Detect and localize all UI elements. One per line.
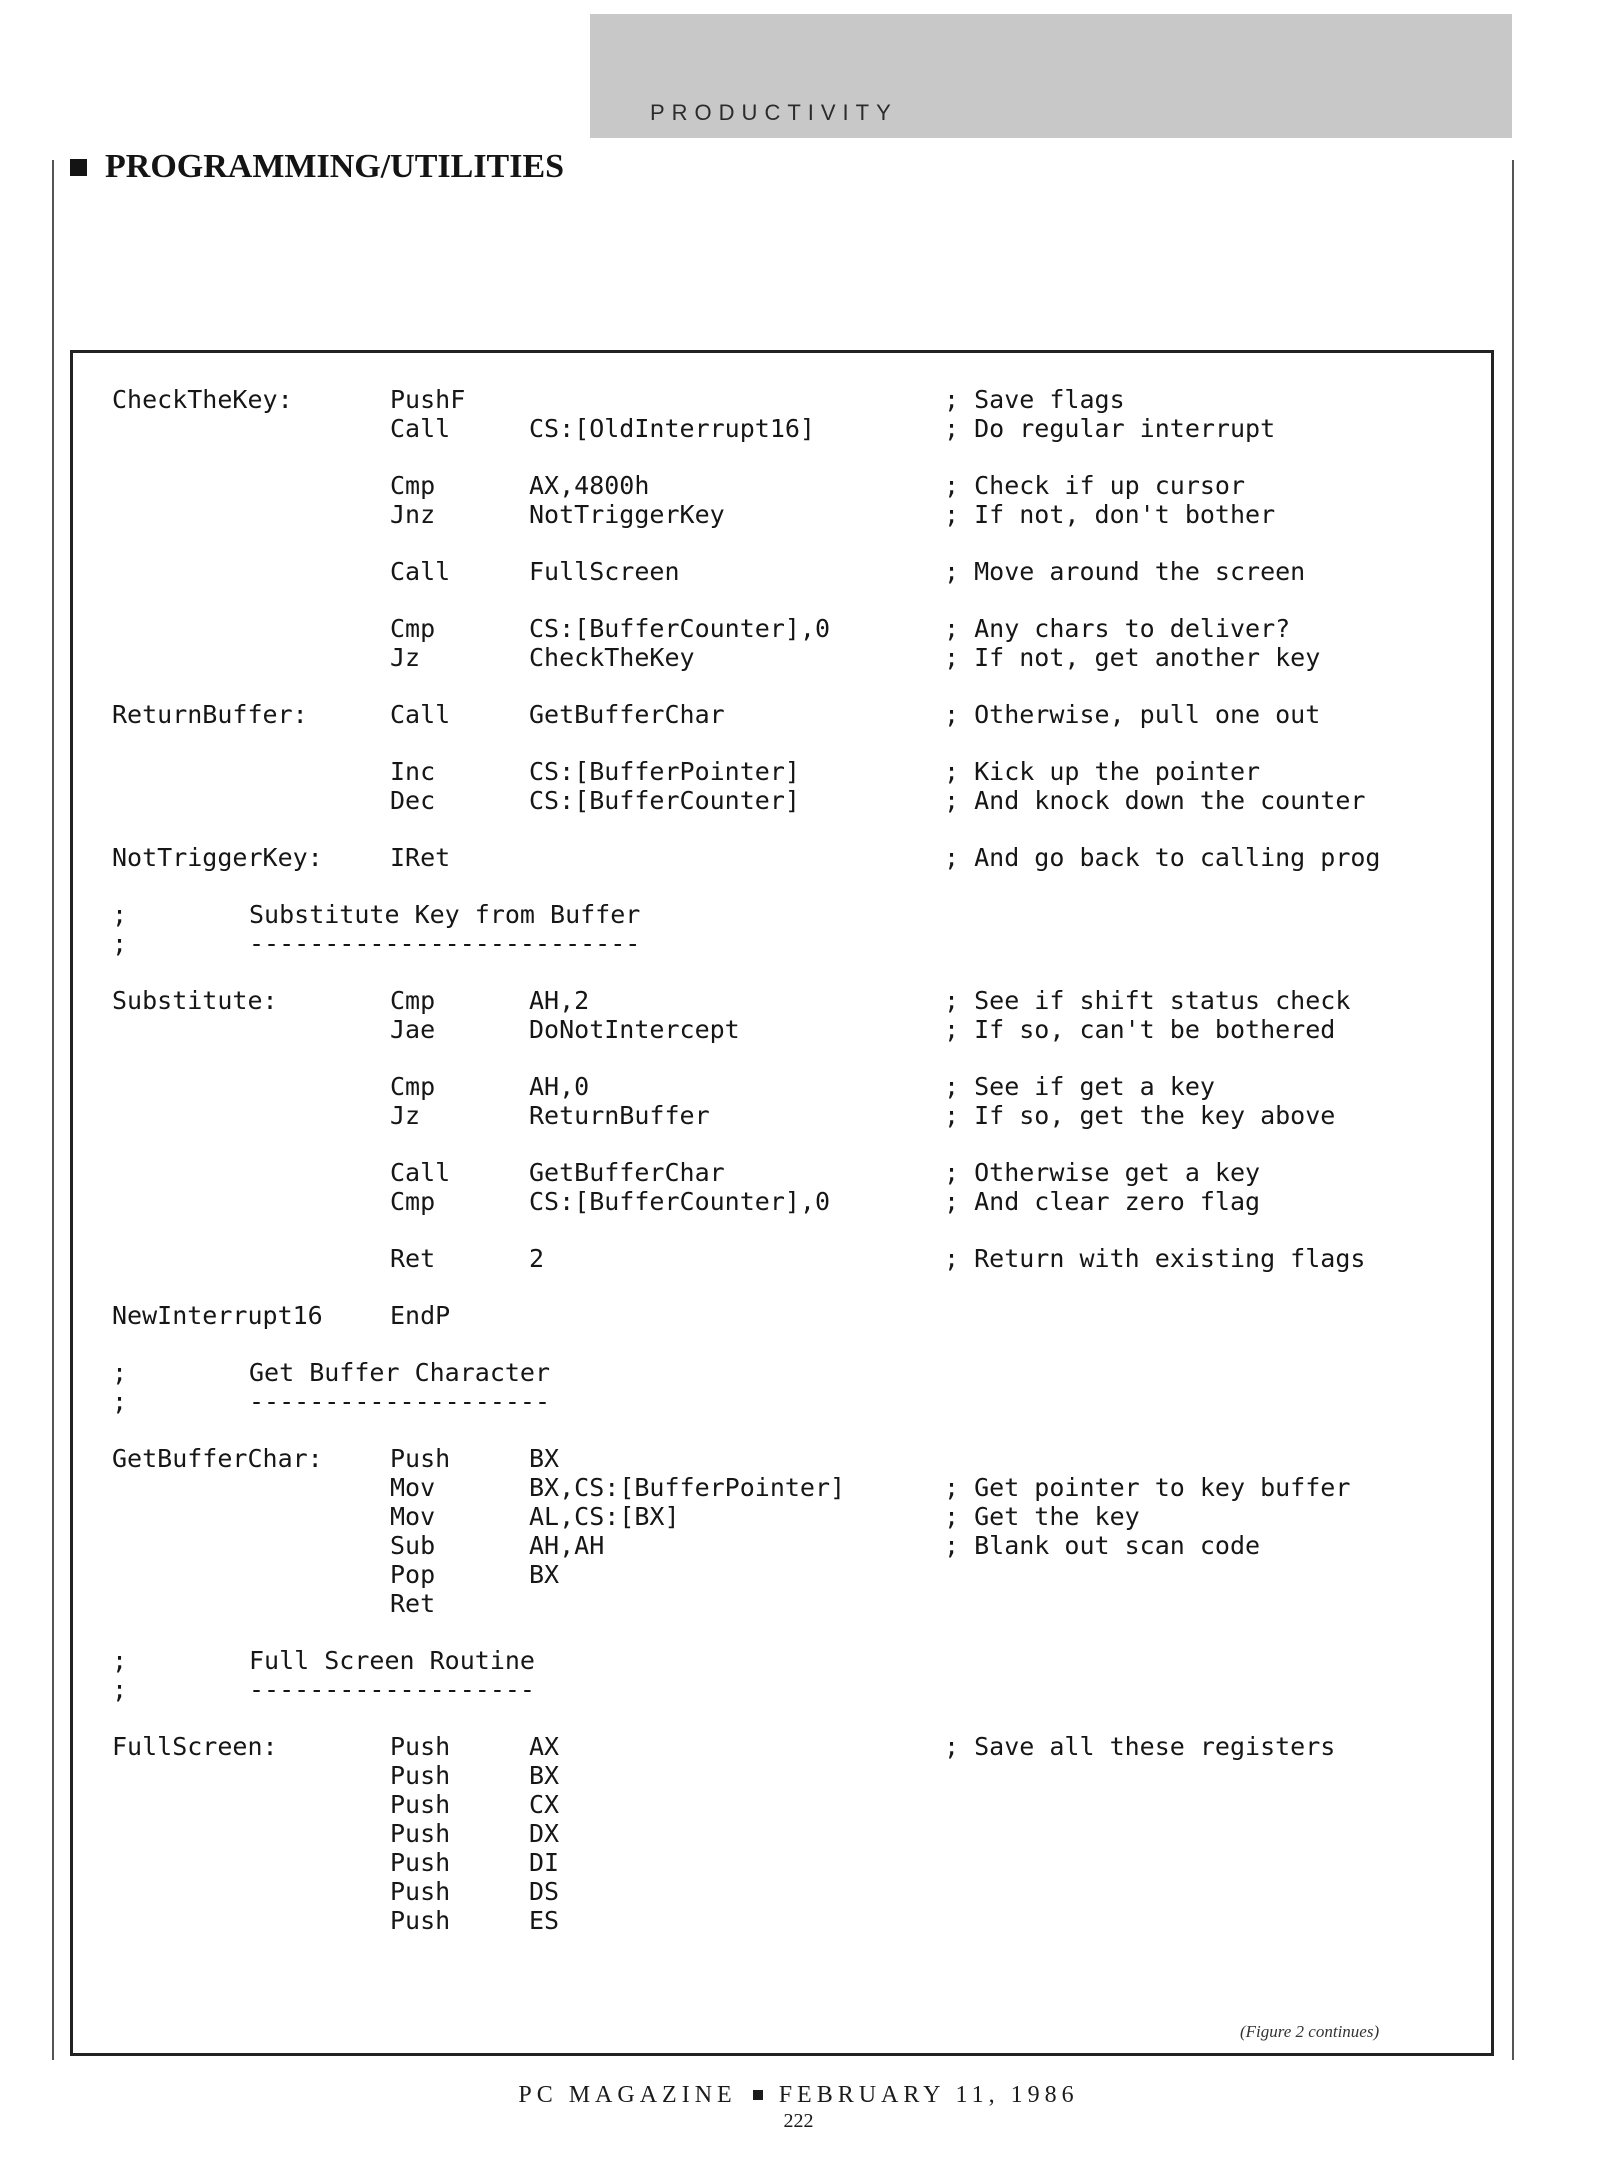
code-comment: ; Otherwise, pull one out xyxy=(944,700,1321,729)
code-arg: DI xyxy=(529,1848,560,1877)
section-title-text: PROGRAMMING/UTILITIES xyxy=(105,148,565,185)
code-arg: 2 xyxy=(529,1244,545,1273)
code-op: IRet xyxy=(390,843,451,872)
code-label: ReturnBuffer: xyxy=(112,700,308,729)
footer xyxy=(0,2082,1597,2109)
code-heading-text: Full Screen Routine xyxy=(249,1646,535,1675)
code-op: Call xyxy=(390,557,451,586)
code-op: Call xyxy=(390,1158,451,1187)
code-arg: AH,2 xyxy=(529,986,590,1015)
code-op: Push xyxy=(390,1819,451,1848)
code-arg: BX xyxy=(529,1761,560,1790)
code-semicolon: ; xyxy=(112,1646,128,1675)
code-comment: ; Blank out scan code xyxy=(944,1531,1261,1560)
code-comment: ; If so, can't be bothered xyxy=(944,1015,1336,1044)
code-op: Ret xyxy=(390,1244,436,1273)
code-arg: BX xyxy=(529,1444,560,1473)
code-rule-text: -------------------- xyxy=(249,1387,551,1416)
code-op: Cmp xyxy=(390,471,436,500)
code-arg: AH,0 xyxy=(529,1072,590,1101)
code-arg: DX xyxy=(529,1819,560,1848)
code-op: Jz xyxy=(390,1101,421,1130)
code-comment: ; See if shift status check xyxy=(944,986,1351,1015)
code-op: Push xyxy=(390,1444,451,1473)
code-semicolon: ; xyxy=(112,1387,128,1416)
code-comment: ; Do regular interrupt xyxy=(944,414,1276,443)
code-arg: GetBufferChar xyxy=(529,1158,725,1187)
code-op: Push xyxy=(390,1848,451,1877)
code-label: CheckTheKey: xyxy=(112,385,293,414)
code-label: Substitute: xyxy=(112,986,278,1015)
footer-date: FEBRUARY 11, 1986 xyxy=(778,2082,1079,2108)
code-arg: CS:[BufferCounter],0 xyxy=(529,1187,831,1216)
code-op: Cmp xyxy=(390,1187,436,1216)
code-arg: GetBufferChar xyxy=(529,700,725,729)
code-comment: ; And go back to calling prog xyxy=(944,843,1381,872)
code-comment: ; And knock down the counter xyxy=(944,786,1366,815)
code-op: Ret xyxy=(390,1589,436,1618)
code-op: Call xyxy=(390,414,451,443)
code-op: Sub xyxy=(390,1531,436,1560)
code-arg: FullScreen xyxy=(529,557,680,586)
code-arg: CX xyxy=(529,1790,560,1819)
code-comment: ; Move around the screen xyxy=(944,557,1306,586)
footer-magazine: PC MAGAZINE xyxy=(518,2082,737,2108)
code-op: Call xyxy=(390,700,451,729)
code-comment: ; Otherwise get a key xyxy=(944,1158,1261,1187)
code-comment: ; See if get a key xyxy=(944,1072,1215,1101)
code-op: Cmp xyxy=(390,614,436,643)
left-margin-rule xyxy=(52,160,54,2060)
code-arg: NotTriggerKey xyxy=(529,500,725,529)
code-comment: ; Any chars to deliver? xyxy=(944,614,1291,643)
code-comment: ; Kick up the pointer xyxy=(944,757,1261,786)
code-heading-text: Get Buffer Character xyxy=(249,1358,551,1387)
code-semicolon: ; xyxy=(112,900,128,929)
code-arg: BX,CS:[BufferPointer] xyxy=(529,1473,846,1502)
code-label: GetBufferChar: xyxy=(112,1444,323,1473)
code-op: Jae xyxy=(390,1015,436,1044)
bullet-square xyxy=(70,159,87,176)
code-arg: BX xyxy=(529,1560,560,1589)
code-semicolon: ; xyxy=(112,929,128,958)
code-op: Push xyxy=(390,1790,451,1819)
right-margin-rule xyxy=(1512,160,1514,2060)
code-semicolon: ; xyxy=(112,1358,128,1387)
code-arg: CS:[BufferPointer] xyxy=(529,757,800,786)
code-arg: DoNotIntercept xyxy=(529,1015,740,1044)
code-arg: CS:[BufferCounter] xyxy=(529,786,800,815)
code-op: Pop xyxy=(390,1560,436,1589)
code-op: EndP xyxy=(390,1301,451,1330)
code-op: Jz xyxy=(390,643,421,672)
code-op: Push xyxy=(390,1732,451,1761)
code-comment: ; Get pointer to key buffer xyxy=(944,1473,1351,1502)
code-comment: ; Save flags xyxy=(944,385,1125,414)
code-arg: CS:[BufferCounter],0 xyxy=(529,614,831,643)
code-op: Jnz xyxy=(390,500,436,529)
code-op: Mov xyxy=(390,1473,436,1502)
code-arg: AH,AH xyxy=(529,1531,605,1560)
code-comment: ; Check if up cursor xyxy=(944,471,1246,500)
code-arg: AL,CS:[BX] xyxy=(529,1502,680,1531)
code-arg: AX xyxy=(529,1732,560,1761)
code-op: Cmp xyxy=(390,1072,436,1101)
code-op: Cmp xyxy=(390,986,436,1015)
code-rule-text: ------------------- xyxy=(249,1675,535,1704)
code-arg: CS:[OldInterrupt16] xyxy=(529,414,815,443)
code-comment: ; Save all these registers xyxy=(944,1732,1336,1761)
code-comment: ; Get the key xyxy=(944,1502,1140,1531)
page-number: 222 xyxy=(783,2110,814,2132)
section-title xyxy=(70,148,564,186)
code-heading-text: Substitute Key from Buffer xyxy=(249,900,641,929)
code-comment: ; If not, don't bother xyxy=(944,500,1276,529)
code-label: NewInterrupt16 xyxy=(112,1301,323,1330)
code-comment: ; And clear zero flag xyxy=(944,1187,1261,1216)
code-rule-text: -------------------------- xyxy=(249,929,641,958)
code-semicolon: ; xyxy=(112,1675,128,1704)
footer-square xyxy=(753,2090,763,2100)
code-comment: ; If not, get another key xyxy=(944,643,1321,672)
figure-caption: (Figure 2 continues) xyxy=(1240,2022,1380,2041)
code-arg: ES xyxy=(529,1906,560,1935)
code-op: Dec xyxy=(390,786,436,815)
code-op: Inc xyxy=(390,757,436,786)
code-op: Push xyxy=(390,1761,451,1790)
code-arg: AX,4800h xyxy=(529,471,650,500)
code-op: Mov xyxy=(390,1502,436,1531)
code-op: Push xyxy=(390,1906,451,1935)
code-arg: CheckTheKey xyxy=(529,643,695,672)
code-arg: ReturnBuffer xyxy=(529,1101,710,1130)
code-op: Push xyxy=(390,1877,451,1906)
section-label: PRODUCTIVITY xyxy=(650,100,898,125)
code-label: FullScreen: xyxy=(112,1732,278,1761)
code-op: PushF xyxy=(390,385,466,414)
code-arg: DS xyxy=(529,1877,560,1906)
code-comment: ; If so, get the key above xyxy=(944,1101,1336,1130)
code-comment: ; Return with existing flags xyxy=(944,1244,1366,1273)
code-label: NotTriggerKey: xyxy=(112,843,323,872)
